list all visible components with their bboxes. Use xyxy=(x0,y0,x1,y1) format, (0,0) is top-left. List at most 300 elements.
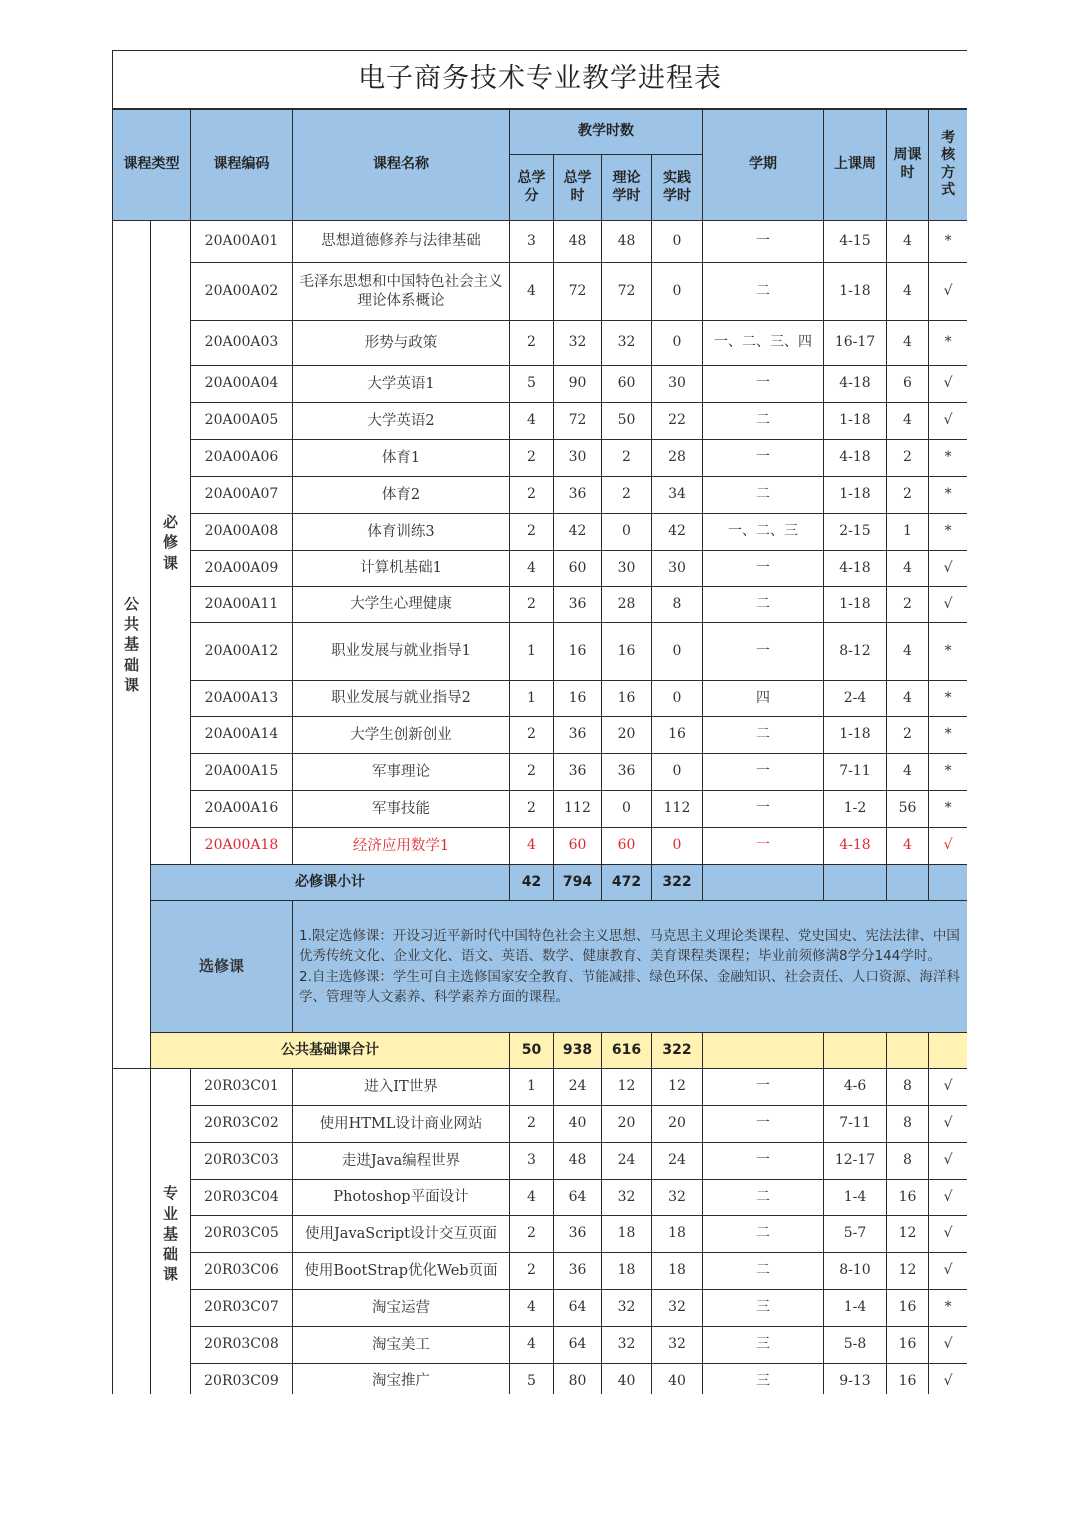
table-row xyxy=(113,366,968,403)
course-exam: √ xyxy=(929,1216,968,1253)
empty-cell xyxy=(824,1033,887,1069)
course-practice: 0 xyxy=(652,321,703,366)
course-total: 32 xyxy=(554,321,602,366)
empty-cell xyxy=(929,865,968,901)
course-practice: 18 xyxy=(652,1253,703,1290)
course-code: 20R03C03 xyxy=(191,1143,293,1180)
course-exam: * xyxy=(929,1290,968,1327)
course-credits: 2 xyxy=(510,440,554,477)
course-weekly: 4 xyxy=(887,828,929,865)
course-total: 42 xyxy=(554,514,602,551)
table-row xyxy=(113,754,968,791)
course-name: 淘宝运营 xyxy=(293,1290,510,1327)
empty-cell xyxy=(824,865,887,901)
course-exam: √ xyxy=(929,1180,968,1216)
course-practice: 0 xyxy=(652,828,703,865)
table-row xyxy=(113,1364,968,1395)
course-exam: √ xyxy=(929,1327,968,1364)
course-name: 职业发展与就业指导1 xyxy=(293,623,510,681)
course-name: 军事技能 xyxy=(293,791,510,828)
course-credits: 4 xyxy=(510,1180,554,1216)
course-weeks: 1-18 xyxy=(824,717,887,754)
course-exam: * xyxy=(929,514,968,551)
public-total-credits: 50 xyxy=(510,1033,554,1069)
course-code: 20R03C07 xyxy=(191,1290,293,1327)
course-weekly: 2 xyxy=(887,717,929,754)
course-code: 20R03C08 xyxy=(191,1327,293,1364)
course-name: 军事理论 xyxy=(293,754,510,791)
course-total: 36 xyxy=(554,1253,602,1290)
course-credits: 4 xyxy=(510,403,554,440)
course-practice: 30 xyxy=(652,551,703,587)
course-exam: √ xyxy=(929,1364,968,1395)
table-row xyxy=(113,1069,968,1106)
course-practice: 30 xyxy=(652,366,703,403)
course-theory: 16 xyxy=(602,623,652,681)
course-weekly: 4 xyxy=(887,623,929,681)
course-name: Photoshop平面设计 xyxy=(293,1180,510,1216)
course-theory: 40 xyxy=(602,1364,652,1395)
course-name: 淘宝美工 xyxy=(293,1327,510,1364)
header-total-hours: 总学时 xyxy=(554,155,602,221)
course-weekly: 16 xyxy=(887,1180,929,1216)
course-weeks: 4-18 xyxy=(824,828,887,865)
required-subtotal-total: 794 xyxy=(554,865,602,901)
table-row xyxy=(113,587,968,623)
course-weekly: 4 xyxy=(887,263,929,321)
course-semester: 一、二、三、四 xyxy=(703,321,824,366)
course-name: 大学生创新创业 xyxy=(293,717,510,754)
course-weeks: 4-6 xyxy=(824,1069,887,1106)
course-theory: 20 xyxy=(602,1106,652,1143)
header-course-name: 课程名称 xyxy=(293,109,510,221)
course-total: 30 xyxy=(554,440,602,477)
required-subtotal-practice: 322 xyxy=(652,865,703,901)
table-row xyxy=(113,717,968,754)
course-exam: √ xyxy=(929,1069,968,1106)
course-total: 48 xyxy=(554,221,602,263)
course-total: 64 xyxy=(554,1180,602,1216)
course-name: 大学英语2 xyxy=(293,403,510,440)
course-code: 20A00A16 xyxy=(191,791,293,828)
header-credits: 总学分 xyxy=(510,155,554,221)
course-weekly: 16 xyxy=(887,1364,929,1395)
course-theory: 2 xyxy=(602,440,652,477)
table-row xyxy=(113,1216,968,1253)
course-theory: 36 xyxy=(602,754,652,791)
course-semester: 二 xyxy=(703,403,824,440)
course-theory: 0 xyxy=(602,514,652,551)
course-weeks: 1-18 xyxy=(824,587,887,623)
course-weeks: 4-15 xyxy=(824,221,887,263)
course-credits: 4 xyxy=(510,828,554,865)
course-code: 20A00A01 xyxy=(191,221,293,263)
course-total: 16 xyxy=(554,681,602,717)
course-credits: 2 xyxy=(510,717,554,754)
course-weekly: 4 xyxy=(887,403,929,440)
table-row xyxy=(113,1327,968,1364)
course-weekly: 8 xyxy=(887,1106,929,1143)
course-weeks: 1-18 xyxy=(824,403,887,440)
course-total: 112 xyxy=(554,791,602,828)
course-name: 体育训练3 xyxy=(293,514,510,551)
course-practice: 42 xyxy=(652,514,703,551)
course-credits: 3 xyxy=(510,1143,554,1180)
elective-label: 选修课 xyxy=(151,901,293,1033)
header-practice-hours: 实践学时 xyxy=(652,155,703,221)
course-weekly: 16 xyxy=(887,1327,929,1364)
course-total: 64 xyxy=(554,1327,602,1364)
course-name: 体育1 xyxy=(293,440,510,477)
course-weeks: 9-13 xyxy=(824,1364,887,1395)
course-code: 20R03C02 xyxy=(191,1106,293,1143)
course-weekly: 6 xyxy=(887,366,929,403)
course-code: 20A00A13 xyxy=(191,681,293,717)
course-theory: 72 xyxy=(602,263,652,321)
course-credits: 3 xyxy=(510,221,554,263)
curriculum-sheet xyxy=(112,50,967,1394)
course-theory: 60 xyxy=(602,366,652,403)
course-code: 20A00A11 xyxy=(191,587,293,623)
course-weekly: 16 xyxy=(887,1290,929,1327)
course-theory: 16 xyxy=(602,681,652,717)
course-semester: 二 xyxy=(703,1180,824,1216)
course-total: 64 xyxy=(554,1290,602,1327)
course-weeks: 4-18 xyxy=(824,551,887,587)
course-exam: * xyxy=(929,221,968,263)
course-weekly: 2 xyxy=(887,587,929,623)
course-weeks: 1-4 xyxy=(824,1290,887,1327)
table-row xyxy=(113,403,968,440)
course-semester: 三 xyxy=(703,1327,824,1364)
course-semester: 三 xyxy=(703,1364,824,1395)
course-exam: * xyxy=(929,754,968,791)
course-credits: 1 xyxy=(510,1069,554,1106)
course-semester: 一 xyxy=(703,1106,824,1143)
table-row xyxy=(113,1290,968,1327)
course-exam: √ xyxy=(929,1143,968,1180)
public-total-total: 938 xyxy=(554,1033,602,1069)
course-weeks: 5-8 xyxy=(824,1327,887,1364)
course-theory: 20 xyxy=(602,717,652,754)
table-row xyxy=(113,440,968,477)
course-weekly: 12 xyxy=(887,1253,929,1290)
course-name: 毛泽东思想和中国特色社会主义理论体系概论 xyxy=(293,263,510,321)
course-code: 20R03C04 xyxy=(191,1180,293,1216)
course-weeks: 8-10 xyxy=(824,1253,887,1290)
header-weekly-hours: 周课时 xyxy=(887,109,929,221)
table-row xyxy=(113,263,968,321)
course-weekly: 2 xyxy=(887,440,929,477)
empty-cell xyxy=(887,1033,929,1069)
course-weekly: 1 xyxy=(887,514,929,551)
course-practice: 0 xyxy=(652,754,703,791)
course-name: 使用BootStrap优化Web页面 xyxy=(293,1253,510,1290)
course-weekly: 4 xyxy=(887,681,929,717)
table-row xyxy=(113,1253,968,1290)
course-name: 走进Java编程世界 xyxy=(293,1143,510,1180)
course-practice: 32 xyxy=(652,1290,703,1327)
course-credits: 4 xyxy=(510,1327,554,1364)
course-exam: * xyxy=(929,477,968,514)
course-theory: 12 xyxy=(602,1069,652,1106)
course-semester: 一 xyxy=(703,754,824,791)
course-name: 淘宝推广 xyxy=(293,1364,510,1395)
public-total-theory: 616 xyxy=(602,1033,652,1069)
public-total-label: 公共基础课合计 xyxy=(151,1033,510,1069)
course-name: 计算机基础1 xyxy=(293,551,510,587)
course-total: 36 xyxy=(554,477,602,514)
public-total-practice: 322 xyxy=(652,1033,703,1069)
course-exam: * xyxy=(929,623,968,681)
course-weeks: 16-17 xyxy=(824,321,887,366)
course-semester: 三 xyxy=(703,1290,824,1327)
header-weeks: 上课周 xyxy=(824,109,887,221)
course-code: 20A00A12 xyxy=(191,623,293,681)
course-semester: 一 xyxy=(703,791,824,828)
course-credits: 2 xyxy=(510,587,554,623)
course-theory: 2 xyxy=(602,477,652,514)
empty-cell xyxy=(703,865,824,901)
course-exam: * xyxy=(929,717,968,754)
course-weeks: 1-4 xyxy=(824,1180,887,1216)
required-subtotal-label: 必修课小计 xyxy=(151,865,510,901)
course-semester: 二 xyxy=(703,587,824,623)
course-weekly: 12 xyxy=(887,1216,929,1253)
course-weeks: 1-2 xyxy=(824,791,887,828)
course-exam: * xyxy=(929,791,968,828)
course-theory: 30 xyxy=(602,551,652,587)
table-row xyxy=(113,623,968,681)
course-weeks: 2-4 xyxy=(824,681,887,717)
course-practice: 28 xyxy=(652,440,703,477)
page-title: 电子商务技术专业教学进程表 xyxy=(113,51,968,109)
course-theory: 18 xyxy=(602,1216,652,1253)
course-semester: 二 xyxy=(703,477,824,514)
table-row xyxy=(113,828,968,865)
course-name: 经济应用数学1 xyxy=(293,828,510,865)
required-subtotal-theory: 472 xyxy=(602,865,652,901)
course-code: 20A00A06 xyxy=(191,440,293,477)
course-code: 20R03C06 xyxy=(191,1253,293,1290)
course-code: 20A00A14 xyxy=(191,717,293,754)
course-credits: 2 xyxy=(510,514,554,551)
course-credits: 2 xyxy=(510,1216,554,1253)
elective-description: 1.限定选修课：开设习近平新时代中国特色社会主义思想、马克思主义理论类课程、党史国史、宪法法律、中国优秀传统文化、企业文化、语文、英语、数学、健康教育、美育课程类课程；毕业前须修满8学分144学时。 2.自主选修课：学生可自主选修国家安全教育、节能减排、绿色环保、金融知识、社会责任、人口资源、海洋科学、管理等人文素养、科学素养方面的课程。 xyxy=(293,901,968,1033)
course-exam: * xyxy=(929,440,968,477)
course-theory: 32 xyxy=(602,1290,652,1327)
course-credits: 2 xyxy=(510,321,554,366)
empty-cell xyxy=(929,1033,968,1069)
course-code: 20A00A07 xyxy=(191,477,293,514)
course-semester: 一 xyxy=(703,366,824,403)
course-practice: 112 xyxy=(652,791,703,828)
empty-cell xyxy=(703,1033,824,1069)
course-code: 20R03C01 xyxy=(191,1069,293,1106)
table-row xyxy=(113,221,968,263)
course-credits: 4 xyxy=(510,263,554,321)
course-theory: 32 xyxy=(602,1327,652,1364)
course-name: 形势与政策 xyxy=(293,321,510,366)
course-weekly: 4 xyxy=(887,754,929,791)
course-semester: 四 xyxy=(703,681,824,717)
course-credits: 1 xyxy=(510,623,554,681)
course-code: 20A00A15 xyxy=(191,754,293,791)
group-required: 必修课 xyxy=(151,221,191,865)
course-code: 20A00A02 xyxy=(191,263,293,321)
table-row xyxy=(113,551,968,587)
course-weeks: 8-12 xyxy=(824,623,887,681)
course-semester: 一 xyxy=(703,1069,824,1106)
course-theory: 28 xyxy=(602,587,652,623)
course-code: 20A00A18 xyxy=(191,828,293,865)
table-row xyxy=(113,1143,968,1180)
course-practice: 12 xyxy=(652,1069,703,1106)
course-semester: 一 xyxy=(703,623,824,681)
course-semester: 二 xyxy=(703,717,824,754)
course-code: 20A00A04 xyxy=(191,366,293,403)
course-weekly: 2 xyxy=(887,477,929,514)
course-practice: 16 xyxy=(652,717,703,754)
course-practice: 34 xyxy=(652,477,703,514)
required-subtotal-credits: 42 xyxy=(510,865,554,901)
course-name: 体育2 xyxy=(293,477,510,514)
course-code: 20A00A03 xyxy=(191,321,293,366)
course-credits: 5 xyxy=(510,366,554,403)
course-exam: √ xyxy=(929,366,968,403)
course-credits: 2 xyxy=(510,754,554,791)
course-theory: 50 xyxy=(602,403,652,440)
course-weekly: 4 xyxy=(887,321,929,366)
course-exam: √ xyxy=(929,828,968,865)
course-credits: 2 xyxy=(510,1106,554,1143)
course-credits: 1 xyxy=(510,681,554,717)
course-total: 24 xyxy=(554,1069,602,1106)
course-weeks: 1-18 xyxy=(824,263,887,321)
course-exam: √ xyxy=(929,1253,968,1290)
course-total: 72 xyxy=(554,403,602,440)
course-code: 20A00A08 xyxy=(191,514,293,551)
course-credits: 4 xyxy=(510,1290,554,1327)
course-weeks: 7-11 xyxy=(824,754,887,791)
header-theory-hours: 理论学时 xyxy=(602,155,652,221)
course-exam: √ xyxy=(929,551,968,587)
course-semester: 一 xyxy=(703,440,824,477)
course-theory: 32 xyxy=(602,1180,652,1216)
course-code: 20R03C05 xyxy=(191,1216,293,1253)
course-practice: 32 xyxy=(652,1180,703,1216)
table-row xyxy=(113,477,968,514)
course-weeks: 5-7 xyxy=(824,1216,887,1253)
course-exam: * xyxy=(929,321,968,366)
course-credits: 5 xyxy=(510,1364,554,1395)
course-name: 思想道德修养与法律基础 xyxy=(293,221,510,263)
course-weekly: 4 xyxy=(887,221,929,263)
course-exam: * xyxy=(929,681,968,717)
course-practice: 8 xyxy=(652,587,703,623)
header-semester: 学期 xyxy=(703,109,824,221)
course-theory: 60 xyxy=(602,828,652,865)
course-weeks: 4-18 xyxy=(824,366,887,403)
course-name: 大学生心理健康 xyxy=(293,587,510,623)
course-theory: 24 xyxy=(602,1143,652,1180)
table-row xyxy=(113,791,968,828)
course-total: 36 xyxy=(554,587,602,623)
course-credits: 2 xyxy=(510,791,554,828)
course-weeks: 2-15 xyxy=(824,514,887,551)
course-total: 60 xyxy=(554,551,602,587)
course-code: 20A00A09 xyxy=(191,551,293,587)
course-total: 48 xyxy=(554,1143,602,1180)
course-practice: 0 xyxy=(652,221,703,263)
course-weeks: 4-18 xyxy=(824,440,887,477)
course-name: 进入IT世界 xyxy=(293,1069,510,1106)
course-exam: √ xyxy=(929,263,968,321)
course-name: 使用JavaScript设计交互页面 xyxy=(293,1216,510,1253)
group-professional-basic: 专业基础课 xyxy=(151,1069,191,1395)
table-row xyxy=(113,321,968,366)
empty-cell xyxy=(887,865,929,901)
course-practice: 24 xyxy=(652,1143,703,1180)
course-total: 72 xyxy=(554,263,602,321)
course-code: 20A00A05 xyxy=(191,403,293,440)
course-weeks: 12-17 xyxy=(824,1143,887,1180)
course-total: 36 xyxy=(554,754,602,791)
course-semester: 一 xyxy=(703,221,824,263)
course-weekly: 4 xyxy=(887,551,929,587)
course-credits: 4 xyxy=(510,551,554,587)
course-weekly: 8 xyxy=(887,1069,929,1106)
group-public-basic: 公共基础课 xyxy=(113,221,151,1069)
header-teaching-hours: 教学时数 xyxy=(510,109,703,155)
course-theory: 18 xyxy=(602,1253,652,1290)
course-weeks: 7-11 xyxy=(824,1106,887,1143)
course-exam: √ xyxy=(929,403,968,440)
course-practice: 0 xyxy=(652,263,703,321)
course-semester: 二 xyxy=(703,1216,824,1253)
course-practice: 22 xyxy=(652,403,703,440)
course-semester: 一 xyxy=(703,1143,824,1180)
course-name: 职业发展与就业指导2 xyxy=(293,681,510,717)
course-total: 80 xyxy=(554,1364,602,1395)
course-code: 20R03C09 xyxy=(191,1364,293,1395)
course-name: 大学英语1 xyxy=(293,366,510,403)
course-practice: 0 xyxy=(652,623,703,681)
course-semester: 一、二、三 xyxy=(703,514,824,551)
course-total: 90 xyxy=(554,366,602,403)
course-total: 36 xyxy=(554,717,602,754)
course-practice: 18 xyxy=(652,1216,703,1253)
course-name: 使用HTML设计商业网站 xyxy=(293,1106,510,1143)
table-row xyxy=(113,681,968,717)
course-practice: 0 xyxy=(652,681,703,717)
curriculum-table xyxy=(112,50,967,1394)
course-theory: 32 xyxy=(602,321,652,366)
header-course-type: 课程类型 xyxy=(113,109,191,221)
table-row xyxy=(113,1180,968,1216)
course-semester: 二 xyxy=(703,263,824,321)
course-total: 60 xyxy=(554,828,602,865)
course-total: 40 xyxy=(554,1106,602,1143)
course-semester: 一 xyxy=(703,551,824,587)
course-credits: 2 xyxy=(510,1253,554,1290)
course-theory: 0 xyxy=(602,791,652,828)
header-exam-method: 考核方式 xyxy=(929,109,968,221)
course-practice: 20 xyxy=(652,1106,703,1143)
course-total: 16 xyxy=(554,623,602,681)
course-semester: 一 xyxy=(703,828,824,865)
course-exam: √ xyxy=(929,587,968,623)
